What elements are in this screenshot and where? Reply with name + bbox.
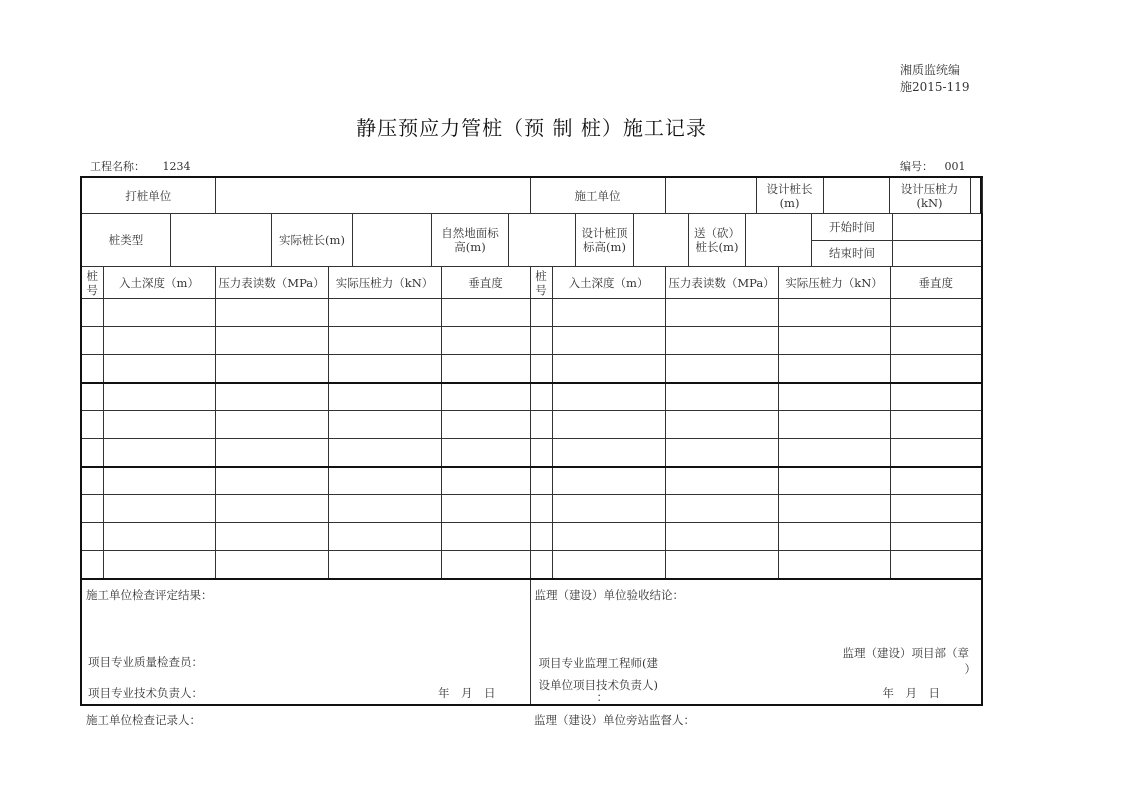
depth-left-cell[interactable]	[103, 523, 215, 551]
ground-elevation-label-b: 高(m)	[454, 240, 486, 254]
table-row	[81, 327, 982, 355]
table-row	[81, 383, 982, 411]
send-length-label-b: 桩长(m)	[695, 240, 739, 254]
gauge-left-cell[interactable]	[215, 327, 328, 355]
depth-right-cell[interactable]	[552, 411, 665, 439]
pile-no-header-right	[530, 267, 552, 299]
gauge-right-cell[interactable]	[665, 439, 778, 467]
gauge-right-cell[interactable]	[665, 327, 778, 355]
design-force-label	[889, 178, 970, 213]
info-row-1	[81, 177, 982, 214]
vertical-right-cell[interactable]	[890, 327, 982, 355]
design-force-label-b: (kN)	[916, 195, 943, 210]
ground-elevation-label	[432, 214, 509, 266]
pile-no-right-cell[interactable]	[530, 495, 552, 523]
pile-no-left-cell[interactable]	[81, 383, 103, 411]
gauge-left-cell[interactable]	[215, 411, 328, 439]
project-name-label: 工程名称：	[90, 160, 145, 173]
pile-no-right-cell[interactable]	[530, 327, 552, 355]
force-right-cell[interactable]	[778, 383, 890, 411]
depth-left-cell[interactable]	[103, 467, 215, 495]
gauge-left-cell[interactable]	[215, 551, 328, 579]
construction-record-table	[80, 176, 983, 706]
gauge-right-cell[interactable]	[665, 467, 778, 495]
force-left-cell[interactable]	[328, 299, 441, 327]
pile-no-left-cell[interactable]	[81, 523, 103, 551]
pile-no-right-cell[interactable]	[530, 523, 552, 551]
supervision-dept-label-a: 监理（建设）项目部（章	[842, 645, 970, 660]
vertical-header-left: 垂直度	[441, 267, 530, 299]
force-left-cell[interactable]	[328, 383, 441, 411]
design-length-label-a: 设计桩长	[766, 181, 813, 196]
depth-right-cell[interactable]	[552, 495, 665, 523]
vertical-right-cell[interactable]	[890, 439, 982, 467]
table-row	[81, 551, 982, 579]
design-length-label	[756, 178, 823, 213]
vertical-right-cell[interactable]	[890, 551, 982, 579]
depth-right-cell[interactable]	[552, 439, 665, 467]
depth-left-cell[interactable]	[103, 327, 215, 355]
vertical-left-cell[interactable]	[441, 467, 530, 495]
vertical-right-cell[interactable]	[890, 299, 982, 327]
project-name-value: 1234	[162, 160, 191, 173]
quality-inspector-label: 项目专业质量检查员：	[88, 654, 203, 669]
depth-right-cell[interactable]	[552, 551, 665, 579]
depth-left-cell[interactable]	[103, 411, 215, 439]
actual-length-label: 实际桩长(m)	[272, 214, 353, 266]
end-time-field[interactable]	[893, 240, 982, 266]
table-row	[81, 299, 982, 327]
force-right-cell[interactable]	[778, 355, 890, 383]
pile-no-left-cell[interactable]	[81, 551, 103, 579]
form-code-line2: 施2015-119	[900, 80, 970, 94]
vertical-left-cell[interactable]	[441, 299, 530, 327]
table-row	[81, 439, 982, 467]
gauge-left-cell[interactable]	[215, 383, 328, 411]
pile-no-header-left-b: 号	[86, 282, 98, 297]
construction-evaluation-title: 施工单位检查评定结果：	[86, 587, 213, 602]
force-right-cell[interactable]	[778, 327, 890, 355]
supervision-onsite-label: 监理（建设）单位旁站监督人：	[534, 713, 695, 727]
table-row	[81, 523, 982, 551]
depth-right-cell[interactable]	[552, 327, 665, 355]
force-left-cell[interactable]	[328, 551, 441, 579]
pile-no-left-cell[interactable]	[81, 299, 103, 327]
design-force-label-a: 设计压桩力	[900, 181, 959, 196]
info-row-2-cell	[81, 214, 982, 267]
top-elevation-label-a: 设计桩顶	[581, 226, 628, 240]
supervision-dept-label-b: ）	[964, 661, 977, 676]
vertical-left-cell[interactable]	[441, 383, 530, 411]
pile-no-right-cell[interactable]	[530, 383, 552, 411]
pile-no-right-cell[interactable]	[530, 411, 552, 439]
send-length-field[interactable]	[746, 214, 812, 266]
pile-no-header-right-b: 号	[535, 282, 547, 297]
depth-right-cell[interactable]	[552, 467, 665, 495]
depth-left-cell[interactable]	[103, 299, 215, 327]
actual-length-field[interactable]	[353, 214, 432, 266]
construction-unit-field[interactable]	[666, 178, 757, 213]
gauge-left-cell[interactable]	[215, 495, 328, 523]
table-row	[81, 411, 982, 439]
construction-evaluation-cell	[81, 579, 530, 705]
vertical-right-cell[interactable]	[890, 411, 982, 439]
send-length-label	[689, 214, 746, 266]
vertical-right-cell[interactable]	[890, 383, 982, 411]
gauge-header-right: 压力表读数（MPa）	[665, 267, 778, 299]
depth-header-right: 入土深度（m）	[552, 267, 665, 299]
vertical-right-cell[interactable]	[890, 467, 982, 495]
force-left-cell[interactable]	[328, 467, 441, 495]
pile-no-right-cell[interactable]	[530, 355, 552, 383]
pile-no-left-cell[interactable]	[81, 495, 103, 523]
force-right-cell[interactable]	[778, 299, 890, 327]
pile-no-right-cell[interactable]	[530, 467, 552, 495]
top-elevation-label-b: 标高(m)	[583, 240, 626, 254]
pile-no-header-left	[81, 267, 103, 299]
pile-no-left-cell[interactable]	[81, 467, 103, 495]
ground-elevation-field[interactable]	[509, 214, 576, 266]
force-left-cell[interactable]	[328, 495, 441, 523]
force-header-left: 实际压桩力（kN）	[328, 267, 441, 299]
force-header-right: 实际压桩力（kN）	[778, 267, 890, 299]
pile-no-right-cell[interactable]	[530, 439, 552, 467]
depth-right-cell[interactable]	[552, 383, 665, 411]
gauge-right-cell[interactable]	[665, 355, 778, 383]
column-header-row	[81, 267, 982, 299]
page-title: 静压预应力管桩（预 制 桩）施工记录	[356, 116, 707, 140]
supervision-conclusion-title: 监理（建设）单位验收结论：	[534, 587, 685, 602]
vertical-right-cell[interactable]	[890, 523, 982, 551]
force-left-cell[interactable]	[328, 439, 441, 467]
force-right-cell[interactable]	[778, 411, 890, 439]
pile-unit-field[interactable]	[215, 177, 530, 214]
tech-leader-label: 项目专业技术负责人：	[88, 685, 203, 700]
depth-right-cell[interactable]	[552, 299, 665, 327]
force-right-cell[interactable]	[778, 551, 890, 579]
top-elevation-field[interactable]	[634, 214, 689, 266]
table-row	[81, 495, 982, 523]
table-row	[81, 467, 982, 495]
pile-no-header-left-a: 桩	[86, 268, 98, 283]
supervision-engineer-label-c: ：	[596, 689, 609, 704]
info-row-2	[81, 214, 982, 267]
start-time-field[interactable]	[893, 214, 982, 240]
force-left-cell[interactable]	[328, 411, 441, 439]
construction-recorder-label: 施工单位检查记录人：	[86, 713, 201, 727]
vertical-left-cell[interactable]	[441, 551, 530, 579]
vertical-right-cell[interactable]	[890, 355, 982, 383]
pile-no-header-right-a: 桩	[535, 268, 547, 283]
pile-type-label: 桩类型	[82, 214, 171, 266]
gauge-left-cell[interactable]	[215, 355, 328, 383]
gauge-left-cell[interactable]	[215, 467, 328, 495]
form-number-value: 001	[944, 160, 966, 173]
pile-type-field[interactable]	[171, 214, 272, 266]
depth-left-cell[interactable]	[103, 383, 215, 411]
project-name-row	[90, 158, 191, 174]
depth-left-cell[interactable]	[103, 439, 215, 467]
gauge-right-cell[interactable]	[665, 551, 778, 579]
form-code-line1: 湘质监统编	[900, 63, 961, 77]
depth-left-cell[interactable]	[103, 355, 215, 383]
gauge-right-cell[interactable]	[665, 383, 778, 411]
start-time-label: 开始时间	[812, 214, 893, 240]
pile-no-left-cell[interactable]	[81, 355, 103, 383]
vertical-right-cell[interactable]	[890, 495, 982, 523]
gauge-right-cell[interactable]	[665, 411, 778, 439]
vertical-left-cell[interactable]	[441, 411, 530, 439]
info-row-1-subtable	[666, 178, 982, 213]
force-left-cell[interactable]	[328, 355, 441, 383]
gauge-right-cell[interactable]	[665, 299, 778, 327]
vertical-left-cell[interactable]	[441, 495, 530, 523]
depth-header-left: 入土深度（m）	[103, 267, 215, 299]
data-rows	[81, 299, 982, 579]
pile-no-left-cell[interactable]	[81, 439, 103, 467]
force-right-cell[interactable]	[778, 495, 890, 523]
vertical-left-cell[interactable]	[441, 327, 530, 355]
pile-no-left-cell[interactable]	[81, 327, 103, 355]
pile-no-right-cell[interactable]	[530, 551, 552, 579]
depth-right-cell[interactable]	[552, 355, 665, 383]
vertical-left-cell[interactable]	[441, 523, 530, 551]
signature-row	[81, 579, 982, 705]
force-left-cell[interactable]	[328, 523, 441, 551]
design-length-field[interactable]	[823, 178, 889, 213]
construction-date: 年 月 日	[438, 685, 496, 700]
gauge-left-cell[interactable]	[215, 299, 328, 327]
gauge-header-left: 压力表读数（MPa）	[215, 267, 328, 299]
gauge-right-cell[interactable]	[665, 523, 778, 551]
gauge-left-cell[interactable]	[215, 523, 328, 551]
depth-right-cell[interactable]	[552, 523, 665, 551]
form-number-row	[900, 158, 966, 174]
design-length-label-b: (m)	[779, 195, 800, 210]
force-right-cell[interactable]	[778, 467, 890, 495]
end-time-label: 结束时间	[812, 240, 893, 266]
vertical-left-cell[interactable]	[441, 439, 530, 467]
construction-unit-label: 施工单位	[530, 177, 665, 214]
info-row-1-right	[665, 177, 982, 214]
force-right-cell[interactable]	[778, 439, 890, 467]
gauge-left-cell[interactable]	[215, 439, 328, 467]
supervision-engineer-label-a: 项目专业监理工程师(建	[538, 655, 659, 670]
gauge-right-cell[interactable]	[665, 495, 778, 523]
info-row-2-subtable	[82, 214, 981, 266]
top-elevation-label	[576, 214, 634, 266]
force-left-cell[interactable]	[328, 327, 441, 355]
vertical-left-cell[interactable]	[441, 355, 530, 383]
pile-no-right-cell[interactable]	[530, 299, 552, 327]
depth-left-cell[interactable]	[103, 551, 215, 579]
supervision-date: 年 月 日	[882, 685, 941, 700]
pile-unit-label: 打桩单位	[81, 177, 215, 214]
table-row	[81, 355, 982, 383]
design-force-field[interactable]	[970, 178, 981, 213]
pile-no-left-cell[interactable]	[81, 411, 103, 439]
vertical-header-right: 垂直度	[890, 267, 982, 299]
force-right-cell[interactable]	[778, 523, 890, 551]
supervision-engineer-label-b: 设单位项目技术负责人)	[538, 677, 659, 692]
form-number-label: 编号：	[900, 160, 933, 173]
supervision-conclusion-cell	[530, 579, 982, 705]
depth-left-cell[interactable]	[103, 495, 215, 523]
send-length-label-a: 送（砍）	[694, 226, 740, 240]
ground-elevation-label-a: 自然地面标	[441, 226, 499, 240]
